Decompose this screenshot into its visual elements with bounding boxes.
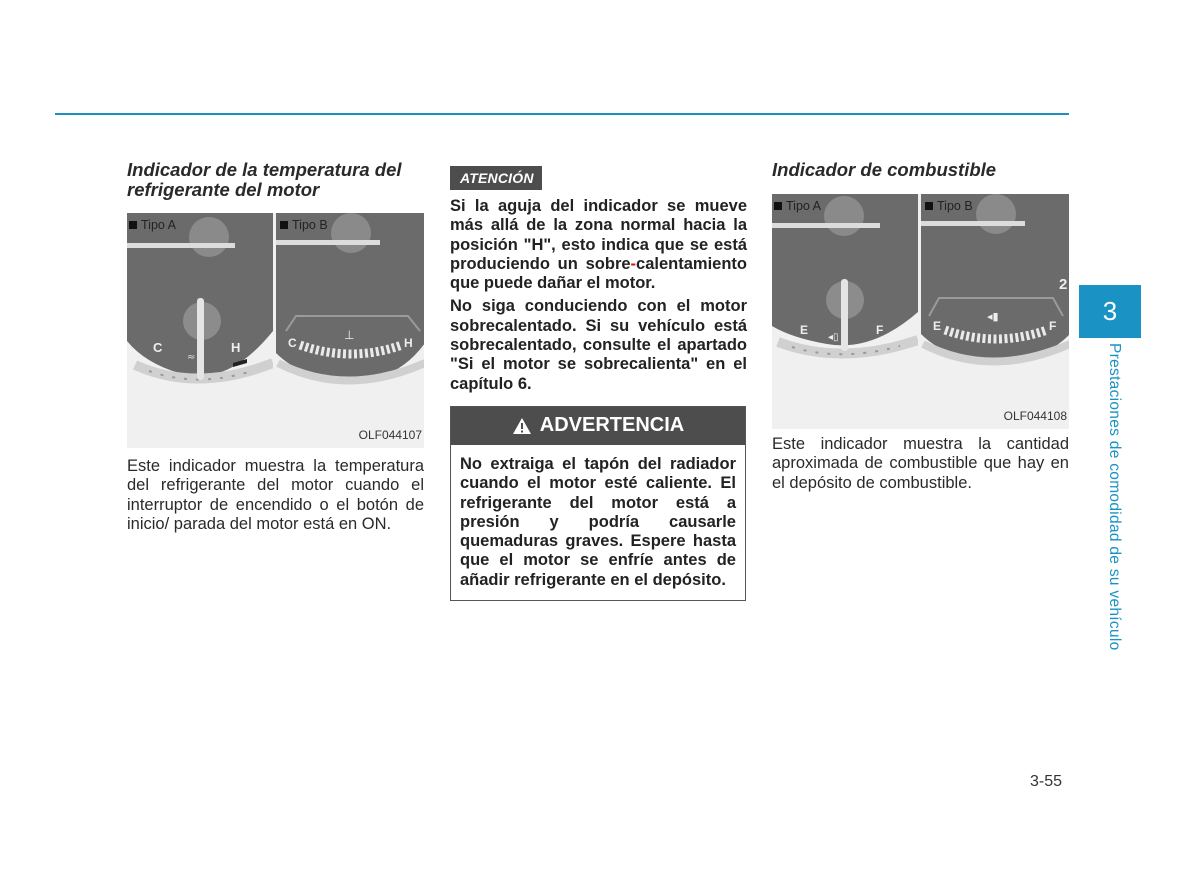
temperature-gauge-figure xyxy=(127,213,424,448)
caution-section xyxy=(450,160,747,601)
fuel-pump-icon: ◂▮ xyxy=(987,310,999,323)
warning-text: No extraiga el tapón del radiador cuando el motor esté caliente. El refrigerante del motor está a presión y podría causarle quemaduras graves. Espere hasta que el motor se enfríe antes de añadir refrigerante en el depósito. xyxy=(460,454,736,589)
temp-a-h-label: H xyxy=(231,340,241,355)
warning-title: ADVERTENCIA xyxy=(539,414,685,437)
fuel-panel-a-label: Tipo A xyxy=(774,199,821,213)
fuel-b-f-label: F xyxy=(1049,319,1057,333)
hyphen-red: - xyxy=(630,254,637,273)
fuel-gauge-type-b xyxy=(921,194,1069,429)
warning-box xyxy=(450,406,746,601)
warning-header xyxy=(451,407,745,445)
attention-paragraph-2: No siga conduciendo con el motor sobrecalentado. Si su vehículo está sobrecalentado, consulte el apartado "Si el motor se sobrecalienta" en el capítulo 6. xyxy=(450,297,747,393)
coolant-temp-icon: ⊥ xyxy=(344,328,355,342)
chapter-number-tab: 3 xyxy=(1079,285,1141,338)
temperature-heading xyxy=(127,160,424,200)
fuel-gauge-figure xyxy=(772,194,1069,429)
bullet-square-icon xyxy=(925,202,933,210)
page-number: 3-55 xyxy=(1030,773,1063,790)
attention-badge: ATENCIÓN xyxy=(450,166,542,190)
temp-panel-a-label: Tipo A xyxy=(129,218,176,232)
fuel-panel-b-label: Tipo B xyxy=(925,199,973,213)
temp-b-c-label: C xyxy=(288,336,297,350)
bullet-square-icon xyxy=(774,202,782,210)
temp-b-h-label: H xyxy=(404,336,413,350)
coolant-icon: ≈ xyxy=(187,352,196,363)
fuel-heading: Indicador de combustible xyxy=(772,159,997,180)
fuel-gauge-type-a xyxy=(772,194,918,429)
fuel-figure-code: OLF044108 xyxy=(1003,409,1067,423)
temperature-gauge-type-a xyxy=(127,213,273,448)
fuel-b-digit: 2 xyxy=(1059,276,1068,293)
temp-panel-b-label: Tipo B xyxy=(280,218,328,232)
temperature-figure-code: OLF044107 xyxy=(358,428,422,442)
warning-triangle-icon xyxy=(512,417,532,435)
temperature-gauge-section xyxy=(127,160,424,534)
temperature-heading-line1: Indicador de la temperatura del xyxy=(127,159,402,180)
temp-a-c-label: C xyxy=(153,340,163,355)
temperature-description: Este indicador muestra la temperatura del refrigerante del motor cuando el interruptor de encendido o el botón de inicio/ parada del motor está en ON. xyxy=(127,457,424,533)
temperature-heading-line2: refrigerante del motor xyxy=(127,179,320,200)
temperature-gauge-type-b xyxy=(276,213,424,448)
fuel-b-e-label: E xyxy=(933,319,942,333)
chapter-title-vertical: Prestaciones de comodidad de su vehículo xyxy=(1106,343,1123,651)
fuel-gauge-section xyxy=(772,160,1069,493)
bullet-square-icon xyxy=(129,221,137,229)
header-rule xyxy=(55,113,1069,115)
fuel-description: Este indicador muestra la cantidad aproximada de combustible que hay en el depósito de combustible. xyxy=(772,435,1069,492)
fuel-a-e-label: E xyxy=(800,323,809,337)
bullet-square-icon xyxy=(280,221,288,229)
fuel-a-f-label: F xyxy=(876,323,884,337)
fuel-pump-icon: ◂▯ xyxy=(828,332,839,343)
attention-paragraph-1: Si la aguja del indicador se mueve más allá de la zona normal hacia la posición "H", esto indica que se está produciendo un sobre-calentamiento que puede dañar el motor. xyxy=(450,197,747,293)
